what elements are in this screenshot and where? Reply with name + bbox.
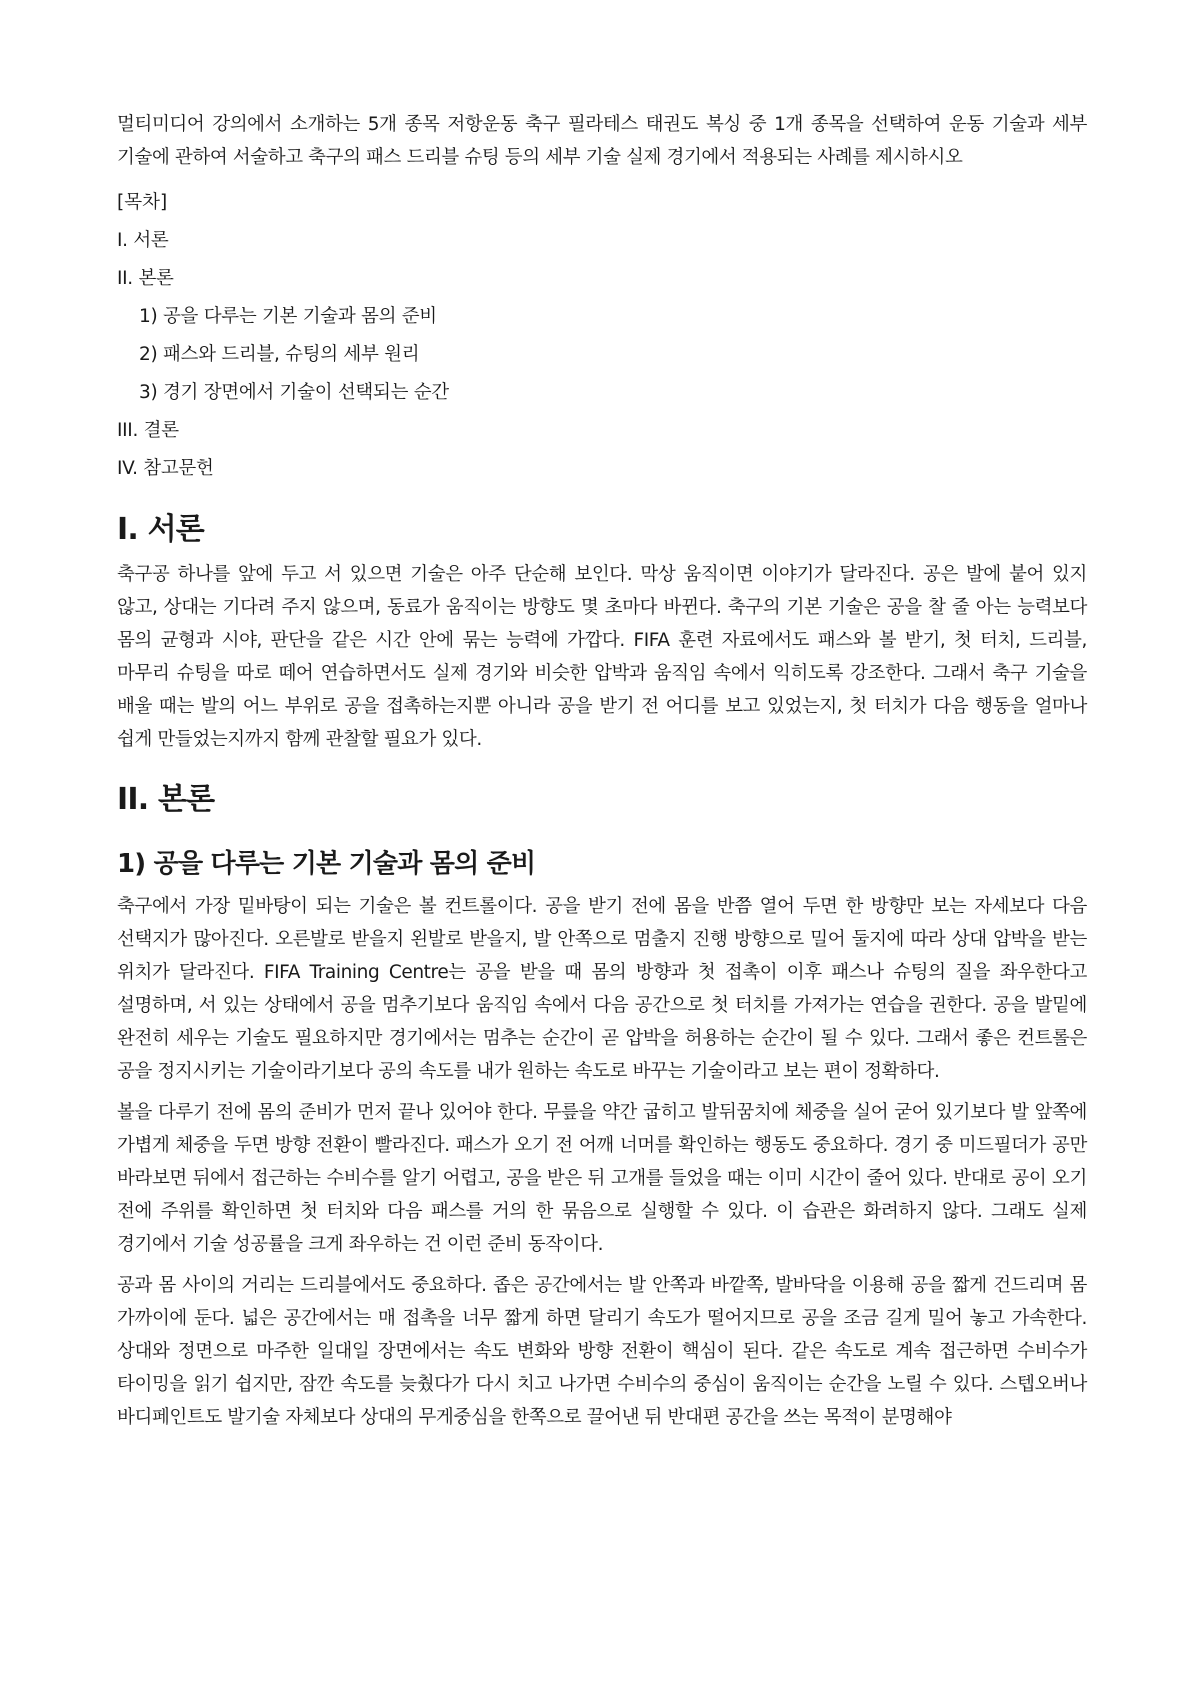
section1-paragraph-1: 축구에서 가장 밑바탕이 되는 기술은 볼 컨트롤이다. 공을 받기 전에 몸을 반쯤 열어 두면 한 방향만 보는 자세보다 다음 선택지가 많아진다. 오른발로 받을지 왼발로 받을지, 발 안쪽으로 멈출지 진행 방향으로 밀어 둘지에 따라 상대 압박을 받는 위치가 달라진다. FIFA Training Centre는 공을 받을 때 몸의 방향과 첫 접촉이 이후 패스나 슈팅의 질을 좌우한다고 설명하며, 서 있는 상태에서 공을 멈추기보다 움직임 속에서 다음 공간으로 첫 터치를 가져가는 연습을 권한다. 공을 발밑에 완전히 세우는 기술도 필요하지만 경기에서는 멈추는 순간이 곧 압박을 허용하는 순간이 될 수 있다. 그래서 좋은 컨트롤은 공을 정지시키는 기술이라기보다 공의 속도를 내가 원하는 속도로 바꾸는 기술이라고 보는 편이 정확하다. (117, 896, 1087, 1082)
toc-item: III. 결론 (117, 420, 179, 441)
toc-item: 3) 경기 장면에서 기술이 선택되는 순간 (139, 382, 449, 403)
toc-list (117, 222, 1087, 488)
toc-item: I. 서론 (117, 230, 169, 251)
section1-paragraph-3: 공과 몸 사이의 거리는 드리블에서도 중요하다. 좁은 공간에서는 발 안쪽과 바깥쪽, 발바닥을 이용해 공을 짧게 건드리며 몸 가까이에 둔다. 넓은 공간에서는 매 접촉을 너무 짧게 하면 달리기 속도가 떨어지므로 공을 조금 길게 밀어 놓고 가속한다. 상대와 정면으로 마주한 일대일 장면에서는 속도 변화와 방향 전환이 핵심이 된다. 같은 속도로 계속 접근하면 수비수가 타이밍을 읽기 쉽지만, 잠깐 속도를 늦췄다가 다시 치고 나가면 수비수의 중심이 움직이는 순간을 노릴 수 있다. 스텝오버나 바디페인트도 발기술 자체보다 상대의 무게중심을 한쪽으로 끌어낸 뒤 반대편 공간을 쓰는 목적이 분명해야 (117, 1275, 1087, 1428)
intro-heading: I. 서론 (117, 512, 204, 547)
toc-item: IV. 참고문헌 (117, 458, 214, 479)
section1-paragraph-2: 볼을 다루기 전에 몸의 준비가 먼저 끝나 있어야 한다. 무릎을 약간 굽히고 발뒤꿈치에 체중을 실어 굳어 있기보다 발 앞쪽에 가볍게 체중을 두면 방향 전환이 빨라진다. 패스가 오기 전 어깨 너머를 확인하는 행동도 중요하다. 경기 중 미드필더가 공만 바라보면 뒤에서 접근하는 수비수를 알기 어렵고, 공을 받은 뒤 고개를 들었을 때는 이미 시간이 줄어 있다. 반대로 공이 오기 전에 주위를 확인하면 첫 터치와 다음 패스를 거의 한 묶음으로 실행할 수 있다. 이 습관은 화려하지 않다. 그래도 실제 경기에서 기술 성공률을 크게 좌우하는 건 이런 준비 동작이다. (117, 1102, 1087, 1255)
body-heading: II. 본론 (117, 782, 215, 817)
section1-heading: 1) 공을 다루는 기본 기술과 몸의 준비 (117, 849, 536, 879)
assignment-prompt: 멀티미디어 강의에서 소개하는 5개 종목 저항운동 축구 필라테스 태권도 복싱 중 1개 종목을 선택하여 운동 기술과 세부 기술에 관하여 서술하고 축구의 패스 드리블 슈팅 등의 세부 기술 실제 경기에서 적용되는 사례를 제시하시오 (117, 114, 1087, 168)
toc-item: 2) 패스와 드리블, 슈팅의 세부 원리 (139, 344, 420, 365)
toc-item: 1) 공을 다루는 기본 기술과 몸의 준비 (139, 306, 437, 327)
toc-item: II. 본론 (117, 268, 174, 289)
table-of-contents (117, 184, 1087, 488)
toc-heading: [목차] (117, 192, 168, 213)
intro-paragraph: 축구공 하나를 앞에 두고 서 있으면 기술은 아주 단순해 보인다. 막상 움직이면 이야기가 달라진다. 공은 발에 붙어 있지 않고, 상대는 기다려 주지 않으며, 동료가 움직이는 방향도 몇 초마다 바뀐다. 축구의 기본 기술은 공을 찰 줄 아는 능력보다 몸의 균형과 시야, 판단을 같은 시간 안에 묶는 능력에 가깝다. FIFA 훈련 자료에서도 패스와 볼 받기, 첫 터치, 드리블, 마무리 슈팅을 따로 떼어 연습하면서도 실제 경기와 비슷한 압박과 움직임 속에서 익히도록 강조한다. 그래서 축구 기술을 배울 때는 발의 어느 부위로 공을 접촉하는지뿐 아니라 공을 받기 전 어디를 보고 있었는지, 첫 터치가 다음 행동을 얼마나 쉽게 만들었는지까지 함께 관찰할 필요가 있다. (117, 564, 1087, 750)
